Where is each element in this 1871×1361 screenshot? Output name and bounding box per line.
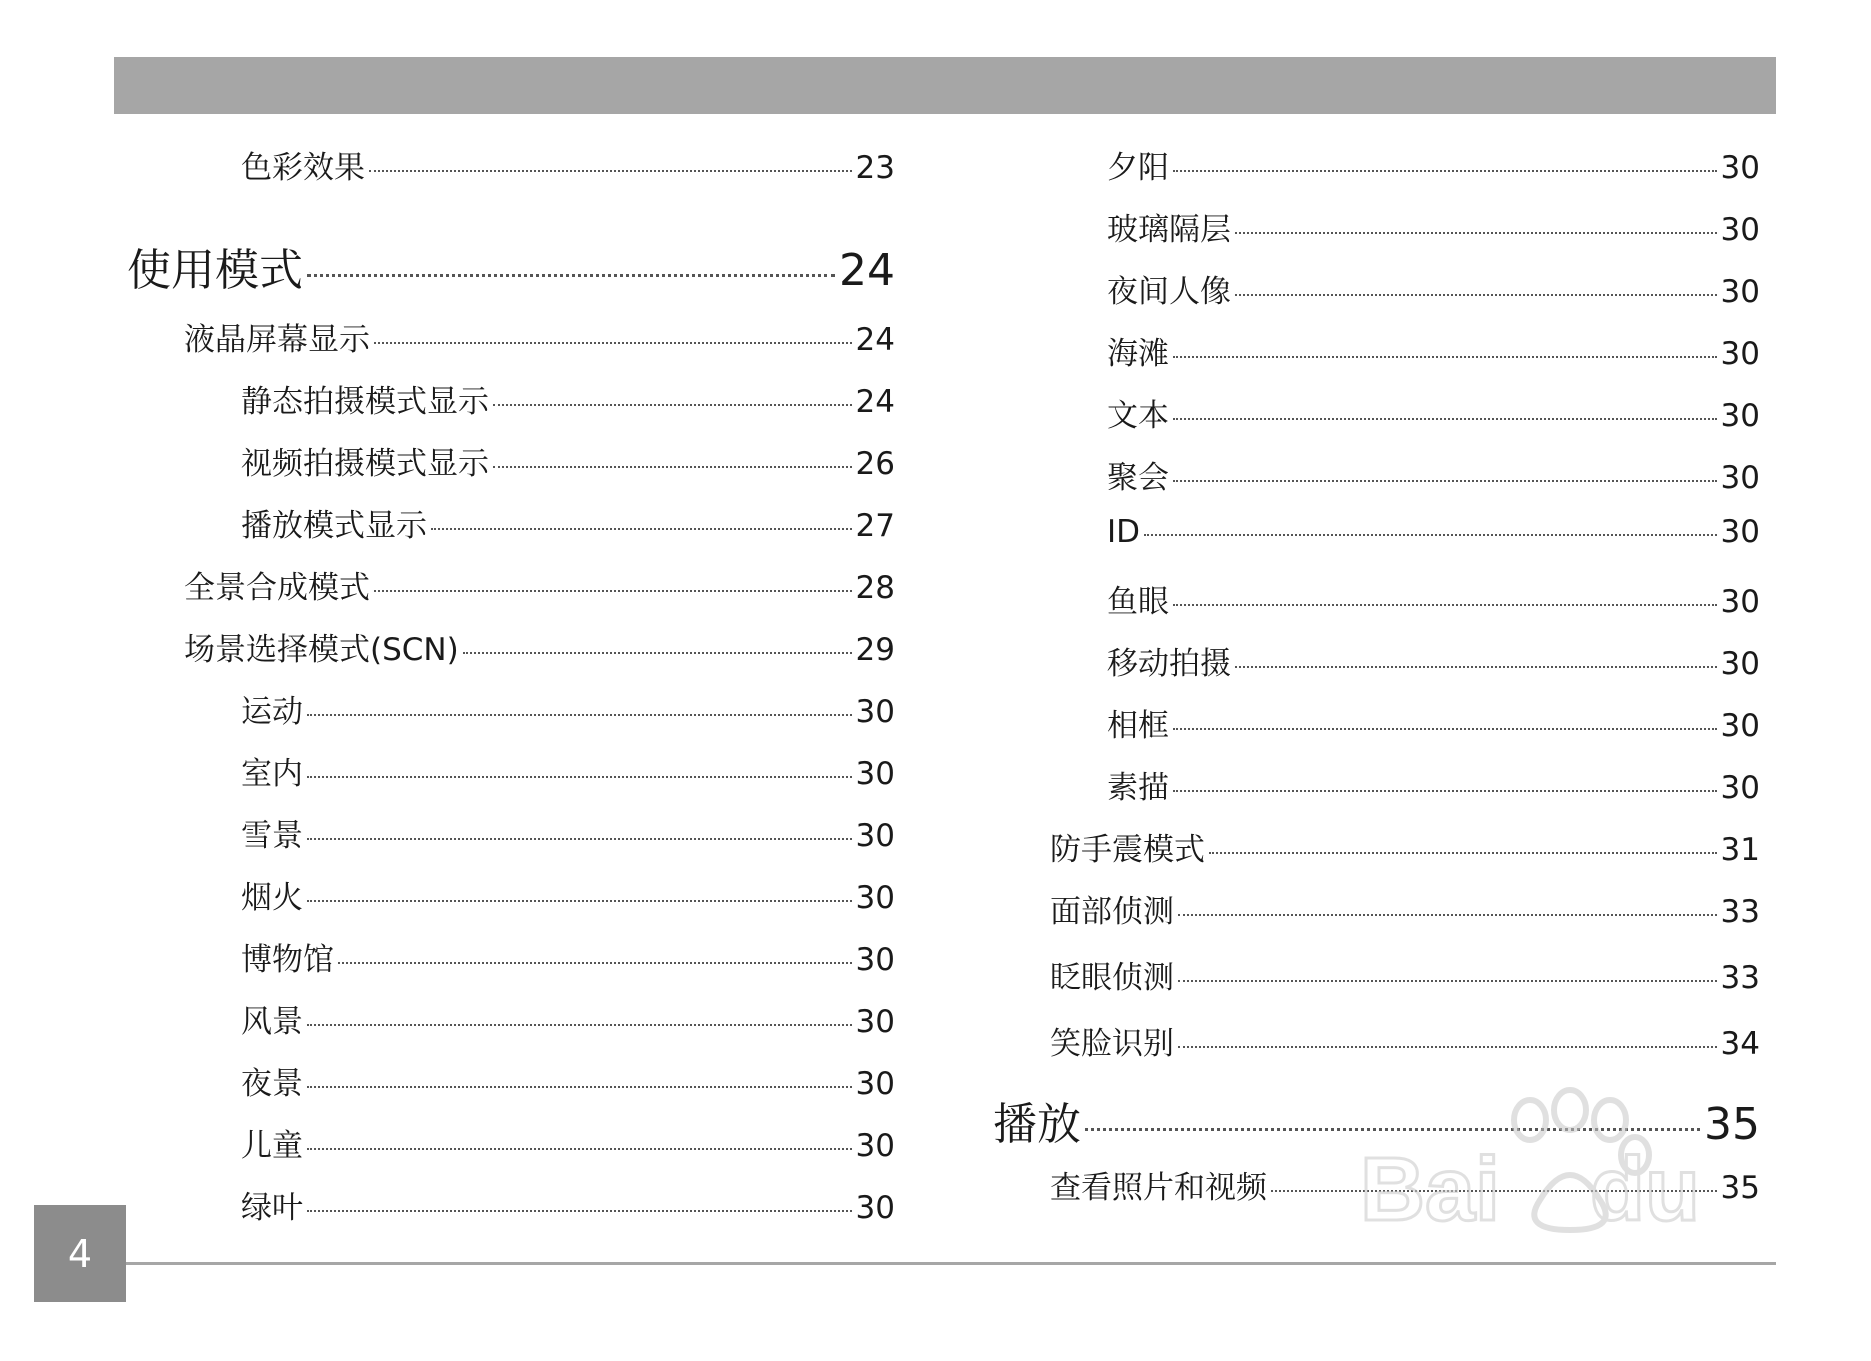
toc-entry-title: 风景 [241, 1004, 303, 1040]
toc-entry-title: 防手震模式 [1050, 832, 1205, 868]
toc-entry-title: 视频拍摄模式显示 [241, 446, 489, 482]
dot-leader [307, 1024, 852, 1026]
toc-entry-title: 查看照片和视频 [1050, 1170, 1267, 1206]
toc-entry-title: 博物馆 [241, 942, 334, 978]
toc-entry-page: 24 [839, 245, 895, 296]
toc-entry-page: 30 [855, 1004, 895, 1040]
toc-entry-page: 30 [1720, 770, 1760, 806]
toc-entry-page: 29 [855, 632, 895, 668]
toc-entry-page: 30 [855, 694, 895, 730]
toc-entry-title: 使用模式 [127, 245, 303, 296]
toc-entry-title: 静态拍摄模式显示 [241, 384, 489, 420]
page-number: 4 [67, 1231, 93, 1276]
toc-entry[interactable] [241, 996, 895, 1041]
dot-leader [307, 1210, 852, 1212]
toc-entry[interactable] [1107, 638, 1760, 683]
dot-leader [1144, 534, 1717, 536]
toc-entry[interactable] [1107, 328, 1760, 373]
dot-leader [463, 652, 852, 654]
toc-entry[interactable] [1107, 204, 1760, 249]
dot-leader [338, 962, 852, 964]
toc-entry-title: 夜间人像 [1107, 274, 1231, 310]
toc-entry-title: 运动 [241, 694, 303, 730]
toc-entry-page: 34 [1720, 1026, 1760, 1062]
dot-leader [369, 170, 852, 172]
toc-entry-title: 夕阳 [1107, 150, 1169, 186]
dot-leader [307, 838, 852, 840]
toc-entry[interactable] [127, 234, 895, 298]
toc-entry-page: 35 [1720, 1170, 1760, 1206]
dot-leader [307, 1086, 852, 1088]
dot-leader [1178, 914, 1717, 916]
toc-entry-title: 儿童 [241, 1128, 303, 1164]
svg-text:du: du [1590, 1140, 1700, 1240]
toc-entry-title: 雪景 [241, 818, 303, 854]
toc-entry[interactable] [241, 500, 895, 545]
toc-entry[interactable] [241, 1182, 895, 1227]
toc-entry-title: ID [1107, 514, 1141, 550]
toc-entry-page: 30 [1720, 646, 1760, 682]
toc-entry-title: 移动拍摄 [1107, 646, 1231, 682]
toc-entry-page: 23 [855, 150, 895, 186]
toc-entry-page: 28 [855, 570, 895, 606]
dot-leader [307, 714, 852, 716]
toc-entry-title: 室内 [241, 756, 303, 792]
toc-entry[interactable] [241, 438, 895, 483]
toc-entry[interactable] [241, 1120, 895, 1165]
toc-entry-title: 场景选择模式(SCN) [184, 632, 459, 668]
toc-entry-page: 30 [855, 1066, 895, 1102]
toc-entry-page: 30 [1720, 336, 1760, 372]
toc-entry-title: 面部侦测 [1050, 894, 1174, 930]
dot-leader [1178, 980, 1717, 982]
toc-entry-title: 播放 [993, 1099, 1081, 1150]
toc-entry[interactable] [1107, 452, 1760, 497]
toc-entry[interactable] [241, 934, 895, 979]
toc-entry-page: 30 [1720, 460, 1760, 496]
page-number-box [34, 1205, 126, 1302]
toc-entry-page: 30 [1720, 584, 1760, 620]
toc-entry-page: 33 [1720, 960, 1760, 996]
toc-entry[interactable] [241, 872, 895, 917]
toc-entry-page: 31 [1720, 832, 1760, 868]
toc-entry-title: 素描 [1107, 770, 1169, 806]
toc-entry-title: 液晶屏幕显示 [184, 322, 370, 358]
toc-entry[interactable] [1107, 576, 1760, 621]
svg-text:Bai: Bai [1360, 1140, 1501, 1240]
dot-leader [307, 900, 852, 902]
dot-leader [1173, 604, 1717, 606]
toc-entry[interactable] [241, 1058, 895, 1103]
toc-entry-page: 33 [1720, 894, 1760, 930]
dot-leader [493, 466, 852, 468]
toc-entry[interactable] [241, 748, 895, 793]
toc-entry-page: 30 [1720, 398, 1760, 434]
toc-entry[interactable] [241, 686, 895, 731]
toc-entry-title: 夜景 [241, 1066, 303, 1102]
toc-entry-page: 30 [855, 942, 895, 978]
toc-entry-page: 30 [855, 756, 895, 792]
dot-leader [1235, 232, 1717, 234]
toc-entry-page: 30 [855, 880, 895, 916]
toc-entry-title: 鱼眼 [1107, 584, 1169, 620]
toc-entry[interactable] [184, 562, 895, 607]
dot-leader [374, 590, 852, 592]
toc-entry-page: 24 [855, 384, 895, 420]
dot-leader [493, 404, 852, 406]
toc-entry-title: 烟火 [241, 880, 303, 916]
toc-entry[interactable] [1107, 142, 1760, 187]
dot-leader [1173, 418, 1717, 420]
baidu-watermark-logo [1340, 1080, 1780, 1310]
toc-entry-page: 30 [855, 1190, 895, 1226]
toc-entry-page: 30 [1720, 514, 1760, 550]
toc-entry-page: 30 [855, 1128, 895, 1164]
toc-entry-title: 色彩效果 [241, 150, 365, 186]
dot-leader [307, 1148, 852, 1150]
toc-entry-page: 30 [1720, 150, 1760, 186]
dot-leader [1209, 852, 1717, 854]
toc-entry[interactable] [1107, 700, 1760, 745]
dot-leader [1173, 728, 1717, 730]
toc-entry-title: 玻璃隔层 [1107, 212, 1231, 248]
dot-leader [1173, 356, 1717, 358]
toc-entry-title: 聚会 [1107, 460, 1169, 496]
header-bar [114, 57, 1776, 114]
dot-leader [1235, 666, 1717, 668]
dot-leader [307, 776, 852, 778]
toc-entry[interactable] [1050, 824, 1760, 869]
toc-entry-page: 24 [855, 322, 895, 358]
toc-entry-title: 眨眼侦测 [1050, 960, 1174, 996]
toc-entry[interactable] [1050, 952, 1760, 997]
toc-entry[interactable] [1107, 762, 1760, 807]
toc-entry[interactable] [1050, 886, 1760, 931]
toc-entry-title: 播放模式显示 [241, 508, 427, 544]
dot-leader [1235, 294, 1717, 296]
toc-entry-page: 27 [855, 508, 895, 544]
toc-entry[interactable] [1107, 266, 1760, 311]
dot-leader [374, 342, 852, 344]
dot-leader [431, 528, 852, 530]
toc-entry[interactable] [1107, 514, 1760, 550]
toc-entry[interactable] [241, 810, 895, 855]
toc-entry-title: 相框 [1107, 708, 1169, 744]
toc-entry-page: 30 [1720, 708, 1760, 744]
toc-entry[interactable] [184, 624, 895, 669]
toc-entry-page: 35 [1704, 1099, 1760, 1150]
dot-leader [1173, 480, 1717, 482]
toc-entry[interactable] [184, 314, 895, 359]
toc-entry-title: 海滩 [1107, 336, 1169, 372]
toc-entry-title: 全景合成模式 [184, 570, 370, 606]
toc-entry-title: 笑脸识别 [1050, 1026, 1174, 1062]
toc-entry-page: 26 [855, 446, 895, 482]
toc-entry[interactable] [241, 142, 895, 187]
toc-entry-page: 30 [1720, 212, 1760, 248]
toc-entry[interactable] [1050, 1018, 1760, 1063]
dot-leader [1178, 1046, 1717, 1048]
toc-entry[interactable] [241, 376, 895, 421]
dot-leader [1173, 170, 1717, 172]
toc-entry-page: 30 [1720, 274, 1760, 310]
toc-entry-title: 绿叶 [241, 1190, 303, 1226]
dot-leader [307, 274, 835, 277]
toc-entry-title: 文本 [1107, 398, 1169, 434]
dot-leader [1173, 790, 1717, 792]
toc-entry[interactable] [1107, 390, 1760, 435]
toc-entry-page: 30 [855, 818, 895, 854]
